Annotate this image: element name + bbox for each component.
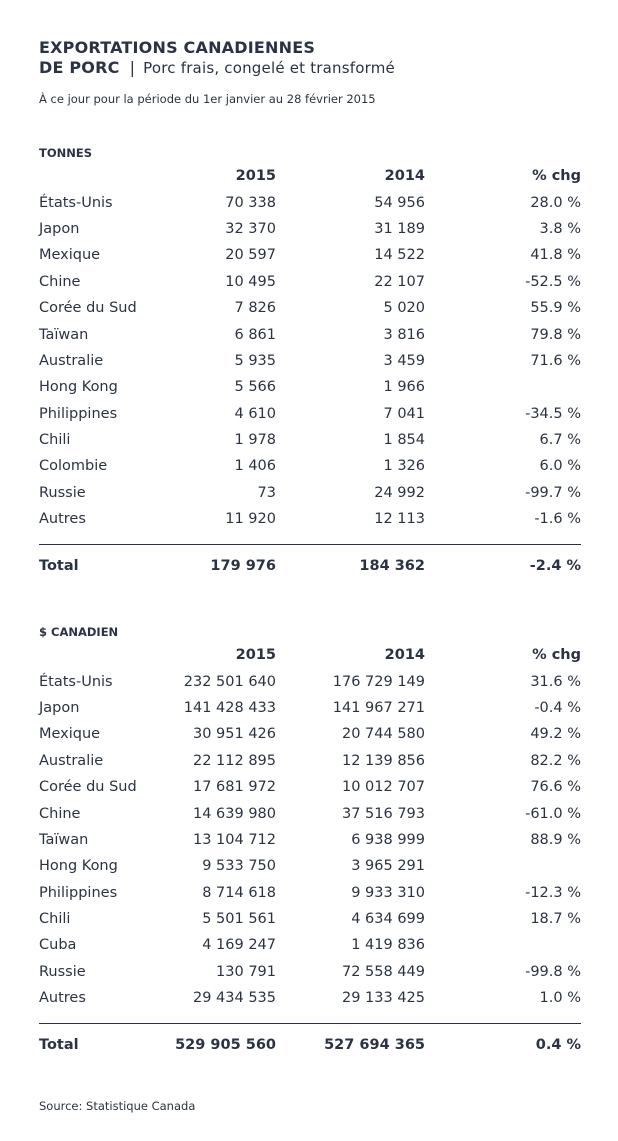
value-2014-cell: 1 854 [383,432,425,449]
value-2014-cell: 22 107 [374,273,425,290]
pct-change-cell: 88.9 % [530,831,581,848]
table-row [39,695,581,721]
source-note: Source: Statistique Canada [39,1099,196,1113]
value-2015-cell: 141 428 433 [183,699,276,716]
table-row [39,985,581,1011]
country-cell: Colombie [39,458,108,475]
value-2014-cell: 1 419 836 [351,937,425,954]
dollars-table [39,642,581,1066]
value-2015-cell: 22 112 895 [192,752,276,769]
value-2015-cell: 14 639 980 [192,805,276,822]
pct-change-cell: -99.7 % [525,484,581,501]
value-2015-cell: 4 610 [234,405,276,422]
value-2015-cell: 1 978 [234,432,276,449]
value-2015-cell: 10 495 [225,273,276,290]
total-label: Total [39,558,79,575]
table-row [39,959,581,985]
value-2015-cell: 29 434 535 [192,990,276,1007]
value-2015-cell: 20 597 [225,247,276,264]
value-2014-cell: 12 139 856 [341,752,425,769]
country-cell: Chine [39,273,81,290]
value-2014-cell: 37 516 793 [341,805,425,822]
value-2014-cell: 24 992 [374,484,425,501]
country-cell: Autres [39,511,86,528]
pct-change-cell: -1.6 % [534,511,581,528]
column-header-2015: 2015 [235,647,276,664]
value-2015-cell: 5 935 [234,352,276,369]
column-header-2014: 2014 [384,168,425,185]
country-cell: Japon [39,699,80,716]
table-row [39,668,581,694]
value-2015-cell: 70 338 [225,194,276,211]
country-cell: Japon [39,220,80,237]
value-2015-cell: 8 714 618 [202,884,276,901]
pct-change-cell: 82.2 % [530,752,581,769]
country-cell: Autres [39,990,86,1007]
pct-change-cell: 6.0 % [539,458,581,475]
pct-change-cell: 41.8 % [530,247,581,264]
country-cell: Corée du Sud [39,300,137,317]
title-separator: | [129,58,136,77]
value-2015-cell: 30 951 426 [192,726,276,743]
pct-change-cell: -0.4 % [534,699,581,716]
value-2014-cell: 54 956 [374,194,425,211]
value-2014-cell: 29 133 425 [341,990,425,1007]
value-2014-cell: 3 965 291 [351,858,425,875]
pct-change-cell: 3.8 % [539,220,581,237]
country-cell: Taïwan [39,326,89,343]
page-title [39,38,395,78]
table-row [39,216,581,242]
pct-change-cell: 49.2 % [530,726,581,743]
value-2015-cell: 130 791 [216,963,276,980]
country-cell: Chili [39,911,71,928]
tonnes-total-row [39,545,581,587]
table-row [39,827,581,853]
table-row [39,453,581,479]
column-header-2014: 2014 [384,647,425,664]
pct-change-cell: -61.0 % [525,805,581,822]
total-2015: 179 976 [210,558,276,575]
value-2015-cell: 6 861 [234,326,276,343]
value-2014-cell: 14 522 [374,247,425,264]
pct-change-cell: 28.0 % [530,194,581,211]
pct-change-cell: -12.3 % [525,884,581,901]
country-cell: Corée du Sud [39,779,137,796]
country-cell: États-Unis [39,194,113,211]
pct-change-cell: 1.0 % [539,990,581,1007]
country-cell: Hong Kong [39,858,118,875]
country-cell: Philippines [39,405,118,422]
country-cell: Chine [39,805,81,822]
value-2014-cell: 31 189 [374,220,425,237]
total-2014: 527 694 365 [324,1037,425,1054]
pct-change-cell: 6.7 % [539,432,581,449]
tonnes-table [39,163,581,587]
value-2014-cell: 1 966 [383,379,425,396]
country-cell: États-Unis [39,673,113,690]
title-line-2 [39,58,395,78]
table-row [39,480,581,506]
value-2014-cell: 7 041 [383,405,425,422]
pct-change-cell: -34.5 % [525,405,581,422]
value-2014-cell: 4 634 699 [351,911,425,928]
page-subtitle: Porc frais, congelé et transformé [143,59,395,77]
table-row [39,401,581,427]
country-cell: Mexique [39,247,101,264]
table-row [39,880,581,906]
country-cell: Hong Kong [39,379,118,396]
pct-change-cell: -52.5 % [525,273,581,290]
total-2015: 529 905 560 [175,1037,276,1054]
value-2014-cell: 176 729 149 [332,673,425,690]
country-cell: Chili [39,432,71,449]
tonnes-section [39,143,581,587]
value-2015-cell: 73 [257,484,276,501]
dollars-total-row [39,1024,581,1066]
country-cell: Russie [39,963,86,980]
table-row [39,906,581,932]
column-header-chg: % chg [532,168,581,185]
column-header-country [39,163,159,189]
dollars-heading: $ CANADIEN [39,625,119,639]
total-chg: 0.4 % [535,1037,581,1054]
country-cell: Australie [39,752,104,769]
value-2015-cell: 1 406 [234,458,276,475]
table-row [39,800,581,826]
value-2014-cell: 6 938 999 [351,831,425,848]
value-2015-cell: 17 681 972 [192,779,276,796]
dollars-section [39,622,581,1066]
tonnes-rows [39,189,581,532]
pct-change-cell: -99.8 % [525,963,581,980]
table-row [39,374,581,400]
country-cell: Cuba [39,937,77,954]
dollars-rows [39,668,581,1011]
value-2014-cell: 9 933 310 [351,884,425,901]
title-line-1: EXPORTATIONS CANADIENNES [39,38,316,57]
pct-change-cell: 76.6 % [530,779,581,796]
table-row [39,748,581,774]
value-2014-cell: 72 558 449 [341,963,425,980]
pct-change-cell: 79.8 % [530,326,581,343]
value-2015-cell: 11 920 [225,511,276,528]
value-2014-cell: 3 816 [383,326,425,343]
value-2015-cell: 9 533 750 [202,858,276,875]
pct-change-cell: 18.7 % [530,911,581,928]
table-row [39,269,581,295]
value-2014-cell: 3 459 [383,352,425,369]
dollars-header-row [39,642,581,668]
pct-change-cell [425,853,581,879]
table-row [39,721,581,747]
table-row [39,506,581,532]
value-2014-cell: 20 744 580 [341,726,425,743]
column-header-2015: 2015 [235,168,276,185]
column-header-chg: % chg [532,647,581,664]
pct-change-cell: 55.9 % [530,300,581,317]
table-row [39,189,581,215]
value-2015-cell: 232 501 640 [183,673,276,690]
value-2014-cell: 141 967 271 [332,699,425,716]
tonnes-heading: TONNES [39,146,93,160]
period-note: À ce jour pour la période du 1er janvier au 28 février 2015 [39,92,376,106]
value-2014-cell: 10 012 707 [341,779,425,796]
tonnes-header-row [39,163,581,189]
country-cell: Australie [39,352,104,369]
total-chg: -2.4 % [529,558,581,575]
title-de-porc: DE PORC [39,58,120,77]
total-label: Total [39,1037,79,1054]
table-row [39,321,581,347]
value-2015-cell: 7 826 [234,300,276,317]
table-row [39,853,581,879]
column-header-country [39,642,159,668]
country-cell: Mexique [39,726,101,743]
value-2015-cell: 5 501 561 [202,911,276,928]
table-row [39,242,581,268]
value-2014-cell: 1 326 [383,458,425,475]
value-2015-cell: 5 566 [234,379,276,396]
value-2015-cell: 32 370 [225,220,276,237]
value-2014-cell: 5 020 [383,300,425,317]
table-row [39,774,581,800]
pct-change-cell: 31.6 % [530,673,581,690]
country-cell: Philippines [39,884,118,901]
total-2014: 184 362 [359,558,425,575]
value-2015-cell: 4 169 247 [202,937,276,954]
pct-change-cell [425,932,581,958]
table-row [39,295,581,321]
country-cell: Russie [39,484,86,501]
table-row [39,348,581,374]
table-row [39,427,581,453]
value-2014-cell: 12 113 [374,511,425,528]
value-2015-cell: 13 104 712 [192,831,276,848]
table-row [39,932,581,958]
pct-change-cell: 71.6 % [530,352,581,369]
pct-change-cell [425,374,581,400]
country-cell: Taïwan [39,831,89,848]
